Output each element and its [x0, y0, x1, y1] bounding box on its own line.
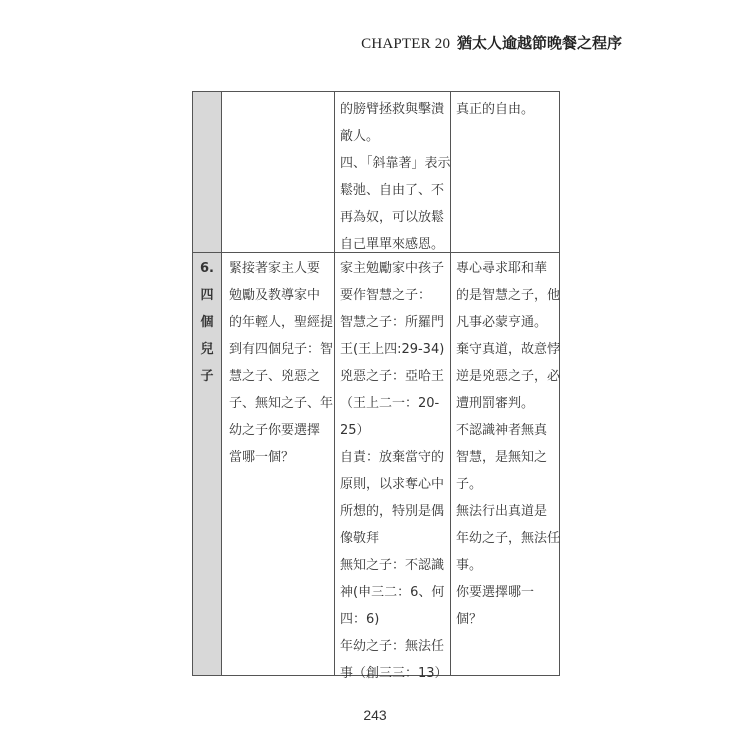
cell-text-line: 你要選擇哪一	[456, 585, 535, 600]
cell-text-line: 鬆弛、自由了、不	[340, 183, 445, 198]
cell-text-line: 智慧之子：所羅門	[340, 315, 445, 330]
cell-text-line: 所想的，特別是偶	[340, 504, 445, 519]
cell-text-line: 子。	[456, 477, 483, 492]
cell-text-line: 年幼之子，無法任	[456, 531, 561, 546]
cell-text-line: 像敬拜	[340, 531, 380, 546]
cell-text-line: 不認識神者無真	[456, 423, 548, 438]
cell-text-line: 幼之子你要選擇	[229, 423, 321, 438]
cell-text-line: 再為奴，可以放鬆	[340, 210, 445, 225]
chapter-label: CHAPTER 20	[361, 36, 451, 52]
cell-text-line: 四、「斜靠著」表示	[340, 156, 451, 171]
cell-text-line: 遭刑罰審判。	[456, 396, 535, 411]
cell-text-line: 緊接著家主人要	[229, 261, 321, 276]
cell-text-line: 慧之子、兇惡之	[229, 369, 321, 384]
cell-text-line: 當哪一個？	[229, 450, 295, 465]
cell-text-line: 事（創三三：13）	[340, 666, 448, 681]
cell-text-line: 年幼之子：無法任	[340, 639, 445, 654]
cell-text-line: 原則，以求奪心中	[340, 477, 445, 492]
cell-text-line: 智慧，是無知之	[456, 450, 548, 465]
cell-text-line: 的年輕人，聖經提	[229, 315, 334, 330]
cell-text-line: 真正的自由。	[456, 102, 535, 117]
cell-text-line: 事。	[456, 558, 483, 573]
cell-text-line: 無知之子：不認識	[340, 558, 445, 573]
page-number: 243	[363, 707, 387, 723]
row2-col4-cell	[456, 255, 560, 633]
chapter-title: 猶太人逾越節晚餐之程序	[456, 34, 622, 52]
cell-text-line: 到有四個兒子：智	[229, 342, 334, 357]
cell-text-line: 個？	[456, 612, 483, 627]
cell-text-line: 專心尋求耶和華	[456, 261, 548, 276]
cell-text-line: 要作智慧之子：	[340, 288, 432, 303]
item-number: 6.	[200, 261, 214, 276]
item-title-char: 個	[200, 315, 214, 330]
row2-col1-cell	[193, 255, 221, 390]
cell-text-line: 王(王上四:29-34)	[340, 342, 445, 357]
row2-col3-cell	[340, 255, 448, 687]
cell-text-line: 逆是兇惡之子，必	[456, 369, 561, 384]
row1-col4-cell	[456, 96, 534, 123]
item-title-char: 兒	[200, 342, 214, 357]
cell-text-line: 凡事必蒙亨通。	[456, 315, 548, 330]
column-divider	[334, 92, 335, 675]
cell-text-line: 的是智慧之子，他	[456, 288, 561, 303]
cell-text-line: 25）	[340, 423, 370, 438]
item-title-char: 子	[200, 369, 214, 384]
column-divider	[221, 92, 222, 675]
cell-text-line: 自己單單來感恩。	[340, 237, 445, 252]
cell-text-line: 家主勉勵家中孩子	[340, 261, 445, 276]
item-title-char: 四	[200, 288, 214, 303]
cell-text-line: 的膀臂拯救與擊潰	[340, 102, 445, 117]
content-table	[192, 91, 561, 681]
cell-text-line: 棄守真道，故意悖	[456, 342, 561, 357]
cell-text-line: 兇惡之子：亞哈王	[340, 369, 445, 384]
cell-text-line: 自責：放棄當守的	[340, 450, 445, 465]
cell-text-line: 子、無知之子、年	[229, 396, 334, 411]
row2-col2-cell	[229, 255, 333, 471]
cell-text-line: 勉勵及教導家中	[229, 288, 321, 303]
cell-text-line: （王上二一：20-	[340, 396, 440, 411]
cell-text-line: 神(申三二：6、何	[340, 585, 445, 600]
cell-text-line: 四：6)	[340, 612, 380, 627]
running-header	[361, 32, 622, 53]
row1-col3-cell	[340, 96, 451, 258]
cell-text-line: 無法行出真道是	[456, 504, 548, 519]
cell-text-line: 敵人。	[340, 129, 380, 144]
